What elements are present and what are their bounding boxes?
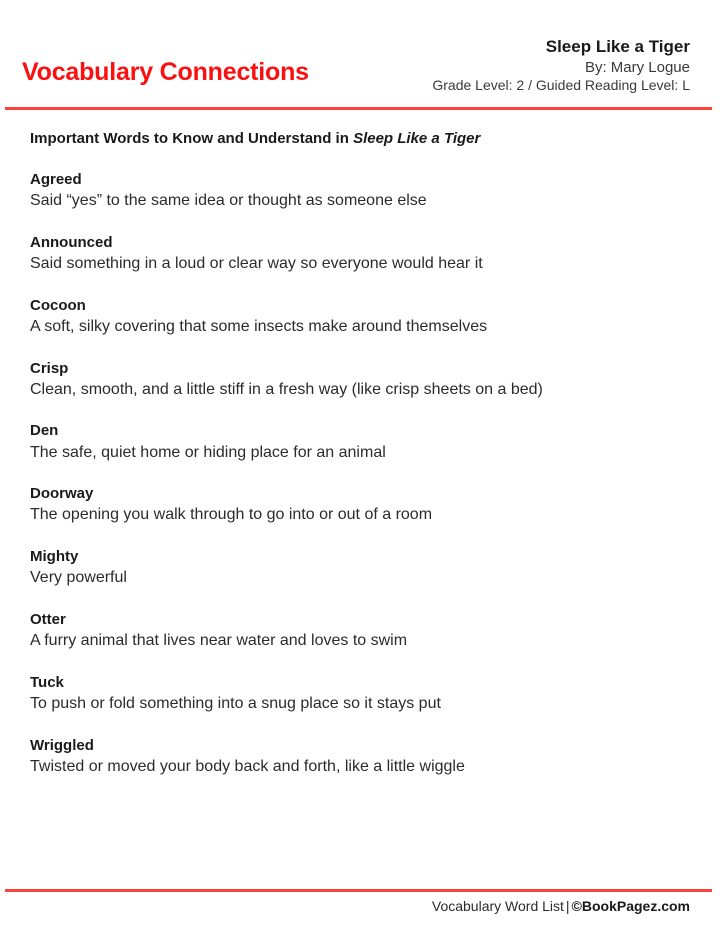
vocabulary-entry <box>30 547 690 589</box>
vocabulary-entry <box>30 233 690 275</box>
vocabulary-definition: Said something in a loud or clear way so everyone would hear it <box>30 255 483 273</box>
vocabulary-entry <box>30 421 690 463</box>
vocabulary-term: Wriggled <box>30 736 94 754</box>
vocabulary-term: Mighty <box>30 548 79 566</box>
vocabulary-definition: The safe, quiet home or hiding place for an animal <box>30 443 386 461</box>
vocabulary-entry <box>30 359 690 401</box>
section-heading <box>30 130 690 148</box>
vocabulary-term: Doorway <box>30 485 94 503</box>
brand-title: Vocabulary Connections <box>22 58 309 86</box>
vocabulary-entry <box>30 170 690 212</box>
vocabulary-definition: A soft, silky covering that some insects make around themselves <box>30 317 488 335</box>
vocabulary-definition: Twisted or moved your body back and forth, like a little wiggle <box>30 757 465 775</box>
vocabulary-term: Tuck <box>30 673 64 691</box>
footer-brand: ©BookPagez.com <box>571 898 690 914</box>
vocabulary-definition: To push or fold something into a snug place so it stays put <box>30 695 441 712</box>
vocabulary-entry <box>30 484 690 526</box>
vocabulary-definition: Clean, smooth, and a little stiff in a fresh way (like crisp sheets on a bed) <box>30 380 543 398</box>
book-author: By: Mary Logue <box>584 58 690 76</box>
book-reading-levels: Grade Level: 2 / Guided Reading Level: L <box>432 76 690 93</box>
book-title: Sleep Like a Tiger <box>545 37 690 56</box>
vocabulary-term: Crisp <box>30 359 69 377</box>
vocabulary-term: Announced <box>30 233 113 251</box>
vocabulary-definition: A furry animal that lives near water and loves to swim <box>30 632 408 650</box>
vocabulary-entry <box>30 610 690 652</box>
book-meta-block <box>432 36 690 95</box>
vocabulary-entry <box>30 296 690 338</box>
vocabulary-term: Cocoon <box>30 296 86 314</box>
section-heading-prefix: Important Words to Know and Understand in <box>30 130 354 147</box>
footer-label: Vocabulary Word List <box>431 898 564 914</box>
main-content <box>30 130 690 798</box>
page-footer <box>432 898 690 914</box>
vocabulary-definition: Said “yes” to the same idea or thought as someone else <box>30 192 427 210</box>
vocabulary-entry <box>30 736 690 778</box>
vocabulary-entry <box>30 673 690 715</box>
vocabulary-term: Agreed <box>30 171 82 188</box>
vocabulary-list <box>30 170 690 777</box>
vocabulary-term: Otter <box>30 610 66 628</box>
page-header <box>0 36 720 102</box>
footer-separator: | <box>565 898 570 914</box>
vocabulary-definition: The opening you walk through to go into or out of a room <box>30 506 433 524</box>
section-heading-book-title: Sleep Like a Tiger <box>353 130 481 147</box>
vocabulary-term: Den <box>30 422 59 440</box>
footer-divider <box>5 889 712 892</box>
header-divider <box>5 107 712 110</box>
vocabulary-definition: Very powerful <box>30 569 127 587</box>
